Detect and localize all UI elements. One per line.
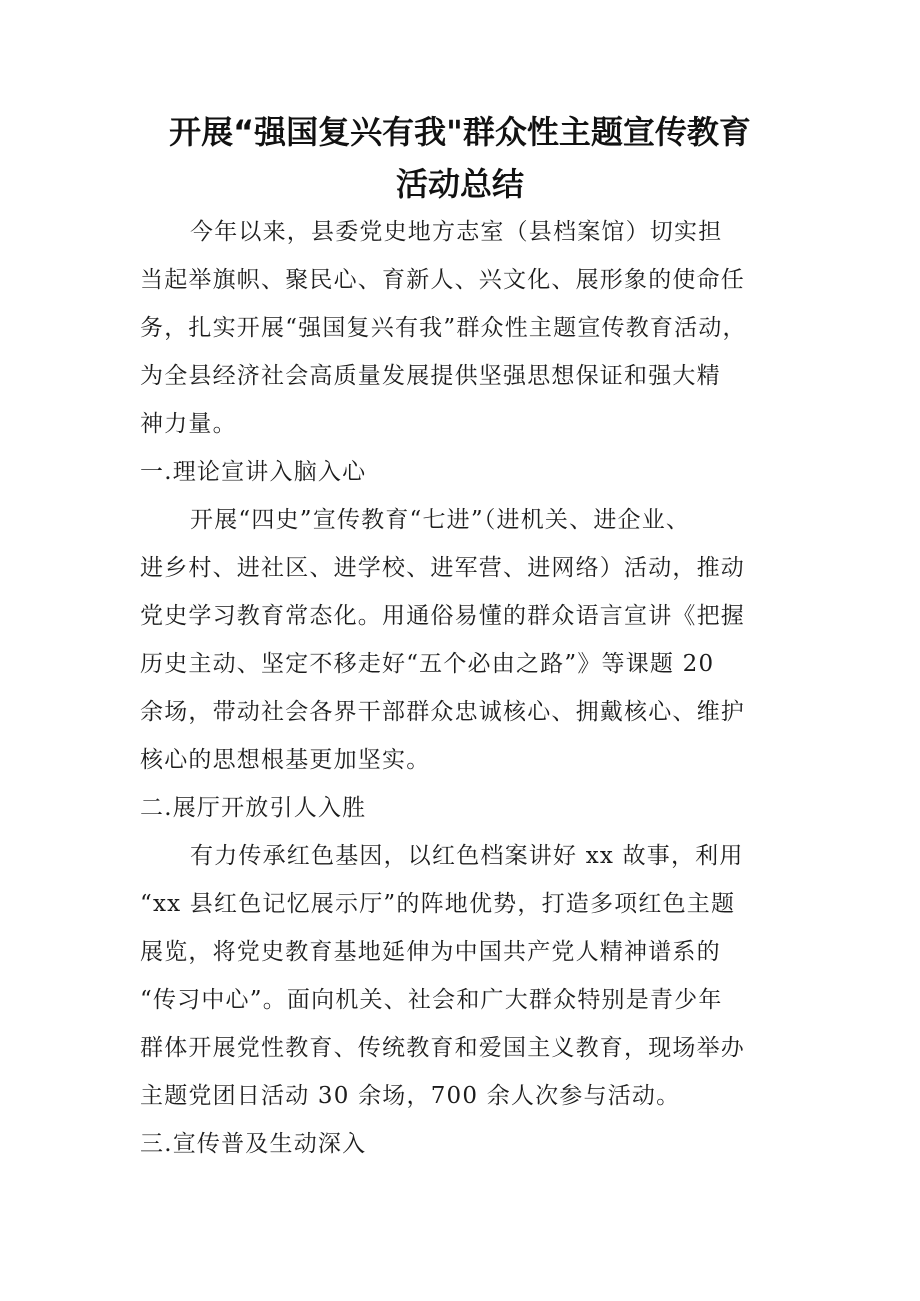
section-1-line: 党史学习教育常态化。用通俗易懂的群众语言宣讲《把握 bbox=[140, 603, 745, 629]
section-1-line: 核心的思想根基更加坚实。 bbox=[140, 747, 431, 773]
section-1-line: 开展“四史”宣传教育“七进”（进机关、进企业、 bbox=[190, 507, 691, 533]
section-2-line: “传习中心”。面向机关、社会和广大群众特别是青少年 bbox=[140, 987, 723, 1013]
intro-paragraph-line: 务，扎实开展“强国复兴有我”群众性主题宣传教育活动， bbox=[140, 315, 747, 341]
section-1-line: 进乡村、进社区、进学校、进军营、进网络）活动，推动 bbox=[140, 555, 745, 581]
intro-paragraph-line: 当起举旗帜、聚民心、育新人、兴文化、展形象的使命任 bbox=[140, 267, 745, 293]
section-2-line: 有力传承红色基因，以红色档案讲好 xx 故事，利用 bbox=[190, 843, 744, 869]
intro-paragraph-line: 神力量。 bbox=[140, 411, 237, 437]
section-1-line: 余场，带动社会各界干部群众忠诚核心、拥戴核心、维护 bbox=[140, 699, 745, 725]
document-title-line-1: 开展“强国复兴有我"群众性主题宣传教育 bbox=[169, 113, 751, 151]
section-2-line: 主题党团日活动 30 余场，700 余人次参与活动。 bbox=[140, 1083, 681, 1109]
section-heading-3: 三.宣传普及生动深入 bbox=[140, 1131, 367, 1157]
section-2-line: 群体开展党性教育、传统教育和爱国主义教育，现场举办 bbox=[140, 1035, 745, 1061]
section-1-line: 历史主动、坚定不移走好“五个必由之路”》等课题 20 bbox=[140, 651, 715, 677]
section-2-line: 展览，将党史教育基地延伸为中国共产党人精神谱系的 bbox=[140, 939, 721, 965]
intro-paragraph-line: 今年以来，县委党史地方志室（县档案馆）切实担 bbox=[190, 219, 723, 245]
document-title-line-2: 活动总结 bbox=[395, 165, 524, 203]
intro-paragraph-line: 为全县经济社会高质量发展提供坚强思想保证和强大精 bbox=[140, 363, 721, 389]
section-heading-1: 一.理论宣讲入脑入心 bbox=[140, 459, 367, 485]
section-2-line: “xx 县红色记忆展示厅”的阵地优势，打造多项红色主题 bbox=[140, 891, 736, 917]
section-heading-2: 二.展厅开放引人入胜 bbox=[140, 795, 367, 821]
